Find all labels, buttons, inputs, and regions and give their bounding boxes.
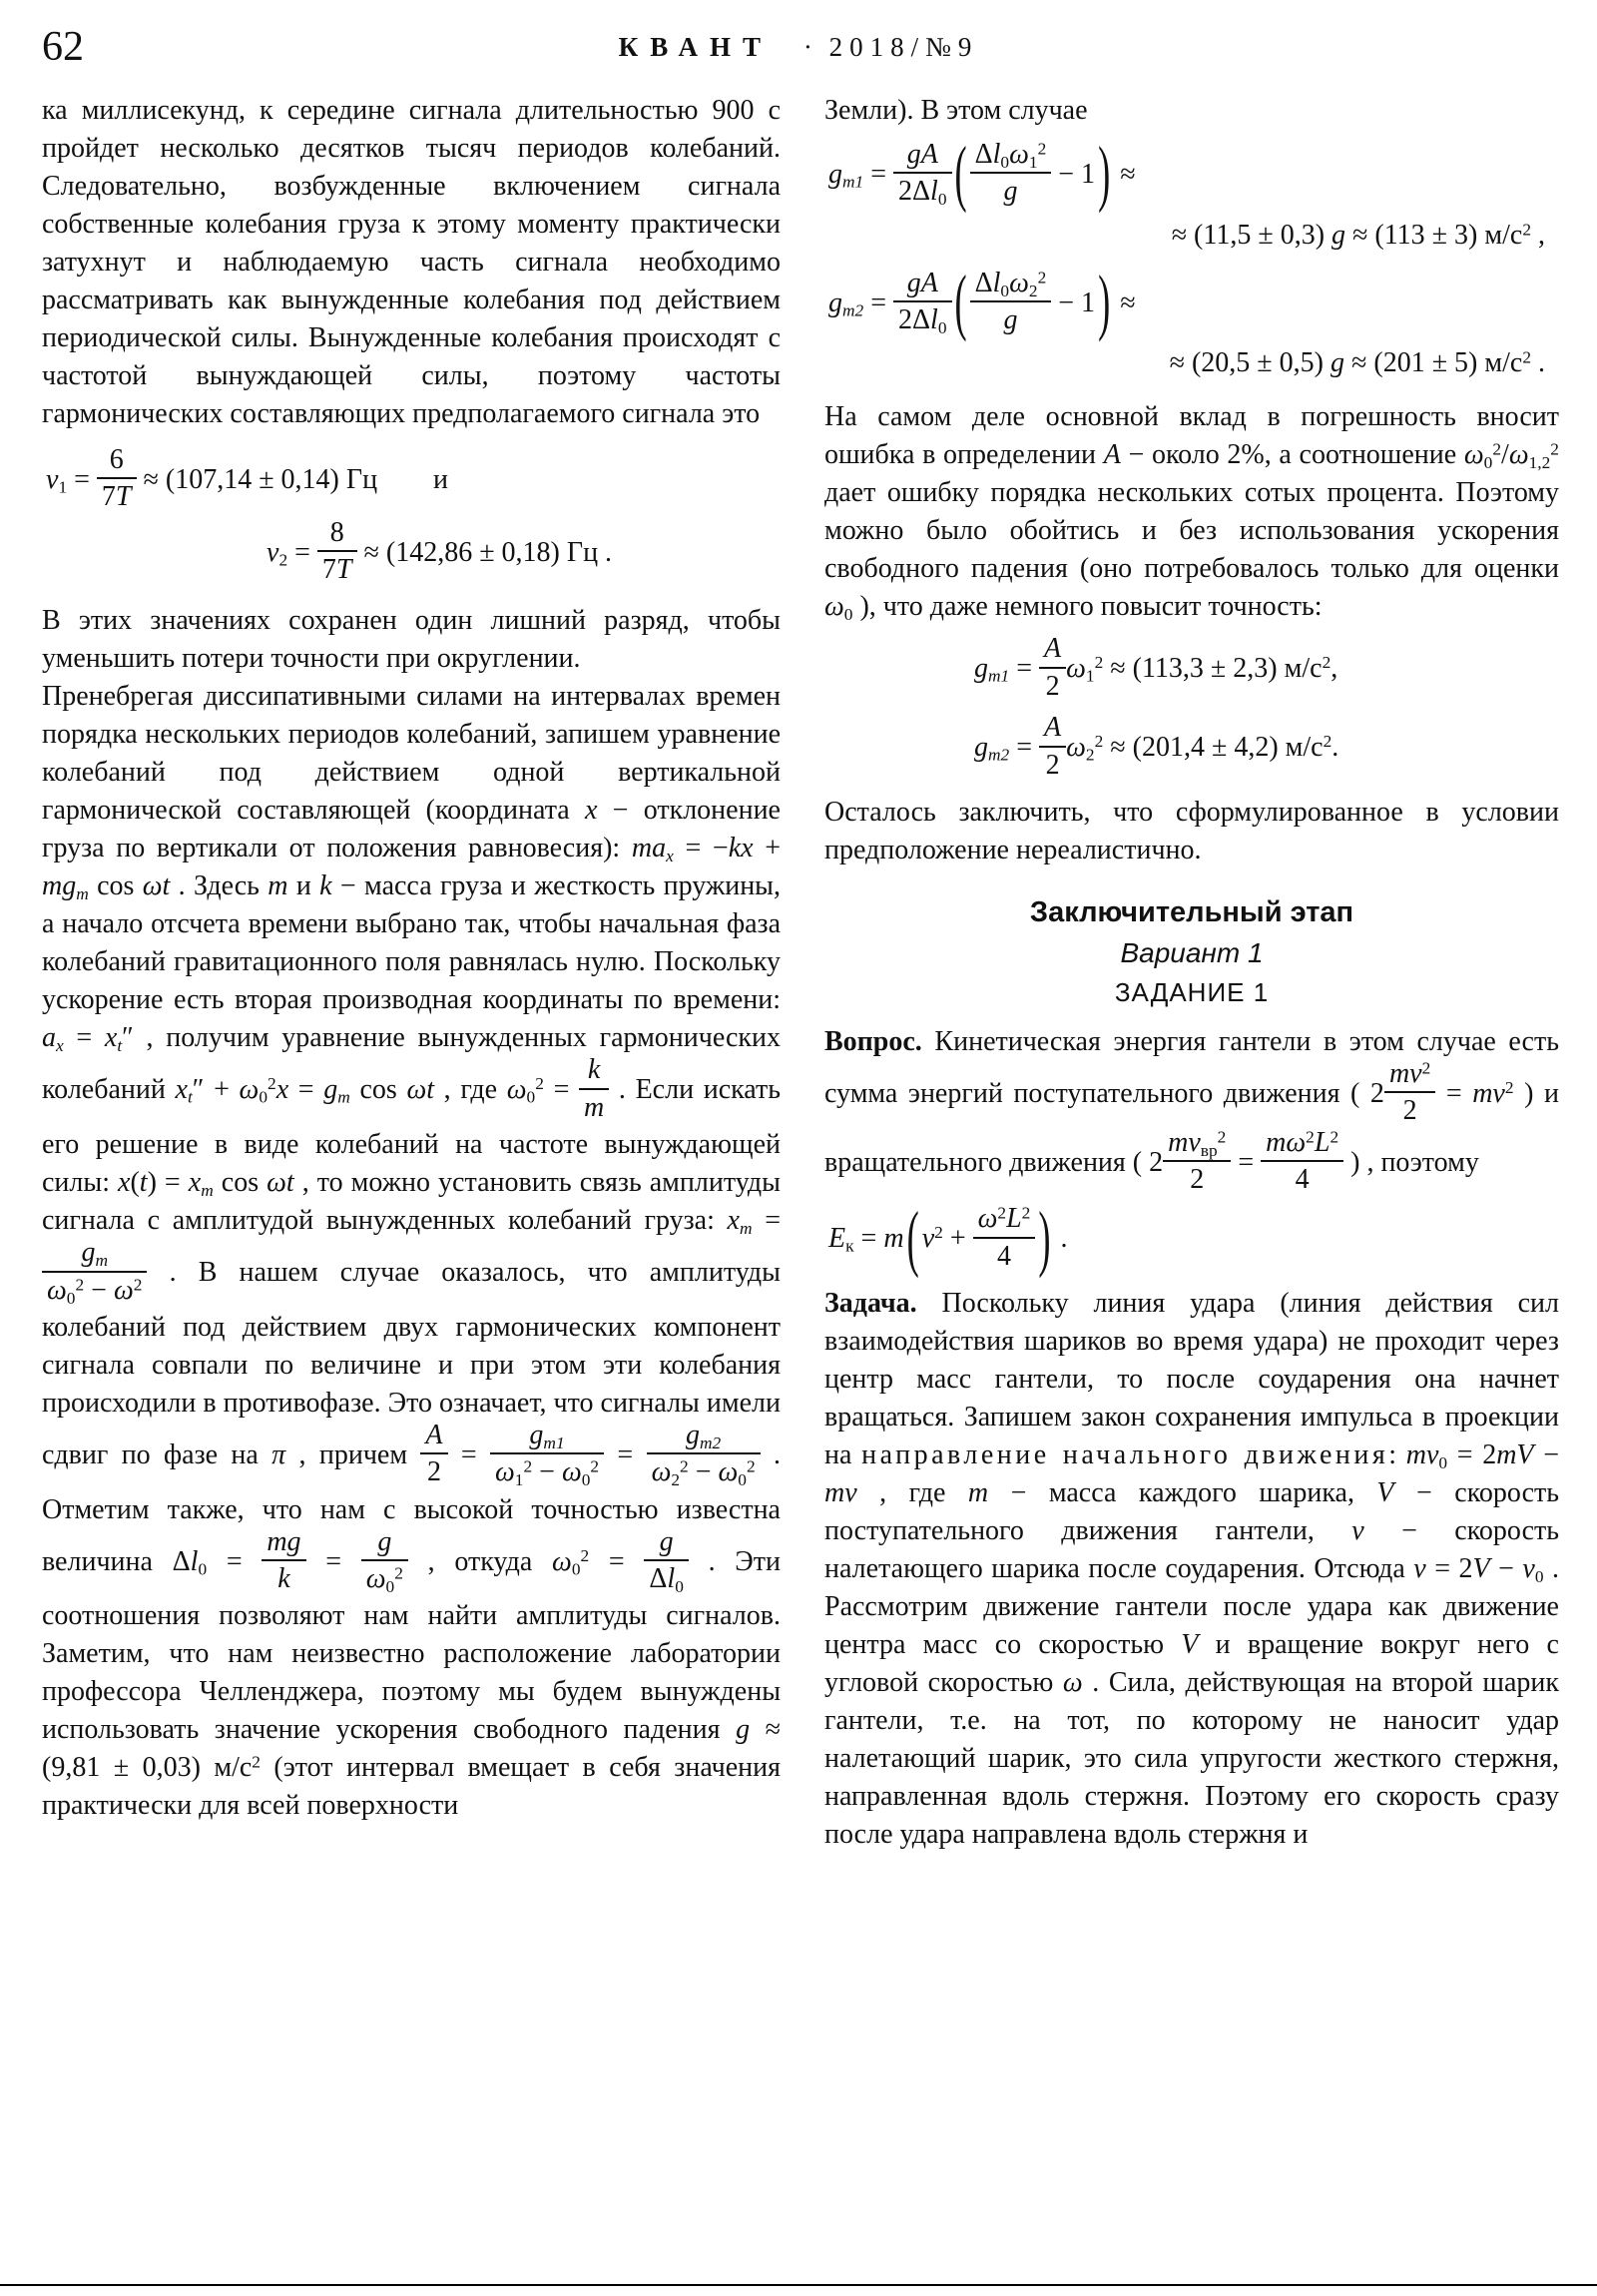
paragraph-forced-oscillations: Пренебрегая диссипативными силами на интервалах времен порядка нескольких периодов колебаний, запишем уравнение колебаний под действием одной вертикальной гармонической составляющей (координата x − отклонение груза по вертикали от положения равновесия): $ma_x = -kx + mg_m$ cos ωt . Здесь m и k − масса груза и жесткость пружины, а начало отсчета времени выбрано так, чтобы начальная фаза колебаний гравитационного поля равнялась нулю. Поскольку ускорение есть вторая производная координаты по времени: $a_x = x_t''$ , получим уравнение вынужденных гармонических колебаний $x_t'' + \omega_0^2x = g_m$ cos ωt , где $\omega_0^2$ = $\frac{k}{m}$ . Если искать его решение в виде колебаний на частоте вынуждающей силы: $x(t) = x_m$ cos ωt , то можно установить связь амплитуды сигнала с амплитудой вынужденных колебаний груза: $x_m$ = $\frac{g_m}{\omega_0^2 - \omega^2}$ . В нашем случае оказалось, что амплитуды колебаний под действием двух гармонических компонент сигнала совпали по величине и при этом эти колебания происходили в противофазе. Это означает, что сигналы имели сдвиг по фазе на π , причем $\frac{A}{2}$ = $\frac{g_{m1}}{\omega_1^2 - \omega_0^2}$ = $\frac{g_{m2}}{\omega_2^2 - \omega_0^2}$ . Отметим также, что нам с высокой точностью известна величина $\Delta l_0$ = $\frac{mg}{k}$ = $\frac{g}{\omega_0^2}$ , откуда $\omega_0^2$ = $\frac{g}{\Delta l_0}$ . Эти соотношения позволяют нам найти амплитуды сигналов. Заметим, что нам неизвестно расположение лаборатории профессора Челленджера, поэтому мы будем вынуждены использовать значение ускорения свободного падения g ≈ (9,81 ± 0,03) $м/с^2$ (этот интервал вмещает в себя значения практически для всей поверхности xyxy=(42,681,782,1822)
display-formula-kinetic-energy: $E_к = m$( $v^2$ + $\frac{\omega^2L^2}{4}$ ) . xyxy=(828,1196,1068,1279)
paragraph-signal-oscillations: ка миллисекунд, к середине сигнала длительностью 900 с пройдет несколько десятков тысяч периодов колебаний. Следовательно, возбужденные включением сигнала собственные колебания груза к этому моменту практически затухнут и наблюдаемую часть сигнала необходимо рассматривать как вынужденные колебания под действием периодической силы. Вынужденные колебания происходят с частотой вынуждающей силы, поэтому частоты гармонических составляющих предполагаемого сигнала это xyxy=(42,95,781,429)
display-formula-gm2-value: ≈ (20,5 ± 0,5) g ≈ (201 ± 5) $м/с^2$ . xyxy=(1169,347,1545,379)
journal-separator: · xyxy=(802,32,812,62)
paragraph-conclusion: Осталось заключить, что сформулированное в условии предположение нереалистично. xyxy=(824,796,1559,865)
journal-issue: 2018/№9 xyxy=(828,32,979,62)
paragraph-error-analysis: На самом деле основной вклад в погрешность вносит ошибка в определении A − около 2%, а соотношение $\omega_0^2/\omega_{1,2}^2$ дает ошибку порядка нескольких сотых процента. Поэтому можно было обойтись и без использования ускорения свободного падения (оно потребовалось только для оценки $\omega_0$ ), что даже немного повысит точность: xyxy=(824,401,1559,625)
display-formula-gm2-simplified: $g_{m2}$ = $\frac{A}{2}$ $\omega_2^2 \approx (201,4 \pm 4,2)$ $м/с^2$. xyxy=(974,712,1339,781)
question-paragraph: Вопрос. Кинетическая энергия гантели в этом случае есть сумма энергий поступательного движения ( 2 $\frac{mv^2}{2}$ = $mv^2$ ) и вращательного движения ( 2 $\frac{mv_{вр}^2}{2}$ = $\frac{m\omega^2L^2}{4}$ ) , поэтому xyxy=(824,1025,1559,1195)
display-formula-nu1: $\nu_1$ = $\frac{6}{7T}$ ≈ (107,14 ± 0,14) Гц и xyxy=(46,444,449,513)
display-formula-gm1-simplified: $g_{m1}$ = $\frac{A}{2}$ $\omega_1^2 \approx (113,3 \pm 2,3)$ $м/с^2$, xyxy=(974,633,1338,702)
display-formula-gm2: $g_{m2}$ = $\frac{gA}{2\Delta l_0}$ ( $\frac{\Delta l_0\omega_2^2}{g}$ − 1) ≈ xyxy=(828,261,1136,343)
right-column xyxy=(824,92,1559,1854)
left-column xyxy=(42,92,781,1825)
page-number: 62 xyxy=(42,24,84,70)
paragraph-rounding-note: В этих значениях сохранен один лишний разряд, чтобы уменьшить потери точности при округлении. xyxy=(42,605,781,675)
display-formula-nu2: $\nu_2$ = $\frac{8}{7T}$ ≈ (142,86 ± 0,18) Гц . xyxy=(266,516,613,586)
section-heading-final-stage: Заключительный этап xyxy=(1029,895,1354,928)
display-formula-gm1: $g_{m1}$ = $\frac{gA}{2\Delta l_0}$ ( $\frac{\Delta l_0\omega_1^2}{g}$ − 1) ≈ xyxy=(828,132,1136,215)
paragraph-earth-case: Земли). В этом случае xyxy=(824,95,1088,126)
page-header xyxy=(0,24,1597,84)
subsection-heading-variant: Вариант 1 xyxy=(1120,936,1264,968)
page-bottom-rule xyxy=(0,2284,1597,2286)
display-formula-gm1-value: ≈ (11,5 ± 0,3) g ≈ (113 ± 3) $м/с^2$ , xyxy=(1171,219,1545,251)
journal-header xyxy=(0,32,1597,63)
subsection-heading-task: ЗАДАНИЕ 1 xyxy=(1114,976,1270,1007)
journal-name: КВАНТ xyxy=(618,32,774,62)
problem-paragraph: Задача. Поскольку линия удара (линия действия сил взаимодействия шариков во время удара) не проходит через центр масс гантели, то после соударения она начнет вращаться. Запишем закон сохранения импульса в проекции на направление начального движения: $mv_0 = 2mV$ − mv , где m − масса каждого шарика, V − скорость поступательного движения гантели, v − скорость налетающего шарика после соударения. Отсюда $v = 2V - v_0$ . Рассмотрим движение гантели после удара как движение центра масс со скоростью V и вращение вокруг него с угловой скоростью ω . Сила, действующая на второй шарик гантели, т.е. на тот, по которому не наносит удар налетающий шарик, это сила упругости жесткого стержня, направленная вдоль стержня. Поэтому его скорость сразу после удара направлена вдоль стержня и xyxy=(824,1288,1560,1851)
